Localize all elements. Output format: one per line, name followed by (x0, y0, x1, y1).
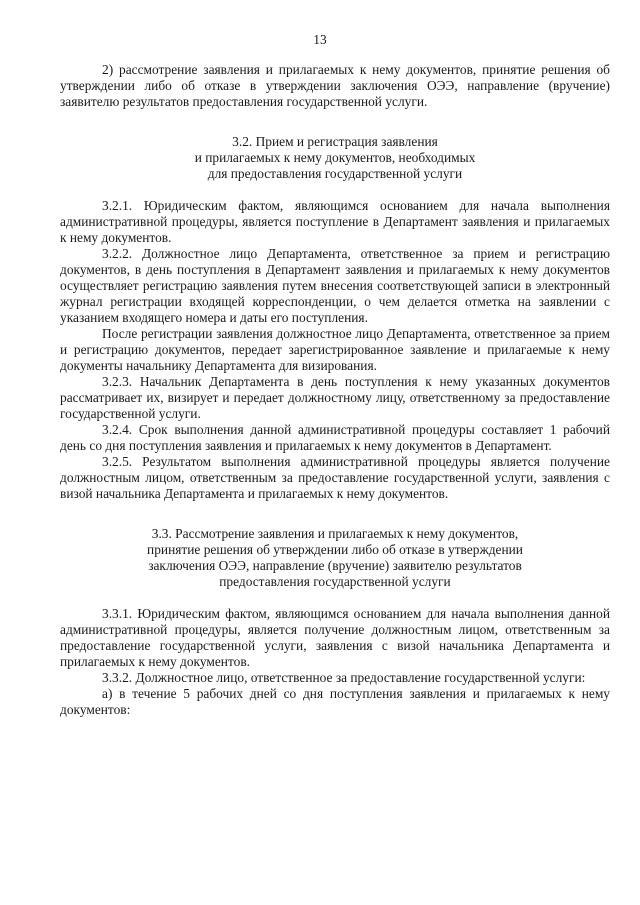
section-3-3-body (60, 606, 610, 718)
paragraph-3-3-2: 3.3.2. Должностное лицо, ответственное за предоставление государственной услуги: (102, 670, 586, 685)
heading-line: заключения ОЭЭ, направление (вручение) заявителю результатов (148, 558, 522, 573)
heading-line: для предоставления государственной услуги (207, 166, 463, 181)
paragraph-3-3-2-a: а) в течение 5 рабочих дней со дня поступления заявления и прилагаемых к нему документов: (60, 686, 610, 717)
paragraph-3-2-4: 3.2.4. Срок выполнения данной административной процедуры составляет 1 рабочий день со дня поступления заявления и прилагаемых к нему документов в Департамент. (60, 422, 610, 453)
paragraph-3-2-2-cont: После регистрации заявления должностное лицо Департамента, ответственное за прием и регистрацию документов, передает зарегистрированное заявление и прилагаемые к нему документы начальнику Департамента для визирования. (60, 326, 610, 373)
section-3-2-heading (60, 134, 610, 182)
section-3-3-heading (60, 526, 610, 590)
page-number: 13 (313, 32, 327, 47)
paragraph-3-2-2: 3.2.2. Должностное лицо Департамента, ответственное за прием и регистрацию документов, в день поступления в Департамент заявления и прилагаемых к нему документов осуществляет регистрацию заявления путем внесения соответствующей записи в электронный журнал регистрации входящей корреспонденции, о чем делается отметка на заявлении с указанием входящего номера и даты его поступления. (60, 246, 610, 325)
heading-line: принятие решения об утверждении либо об отказе в утверждении (147, 542, 523, 557)
section-3-2-body (60, 198, 610, 502)
document-body (60, 62, 610, 718)
paragraph-3-2-3: 3.2.3. Начальник Департамента в день поступления к нему указанных документов рассматривает их, визирует и передает должностному лицу, ответственному за предоставление государственной услуги. (60, 374, 610, 421)
heading-line: 3.2. Прием и регистрация заявления (232, 134, 438, 149)
paragraph-3-2-1: 3.2.1. Юридическим фактом, являющимся основанием для начала выполнения административной процедуры, является поступление в Департамент заявления и прилагаемых к нему документов. (60, 198, 610, 245)
intro-list-item: 2) рассмотрение заявления и прилагаемых к нему документов, принятие решения об утверждении либо об отказе в утверждении заключения ОЭЭ, направление (вручение) заявителю результатов предоставления государственной услуги. (60, 62, 610, 109)
heading-line: 3.3. Рассмотрение заявления и прилагаемых к нему документов, (151, 526, 519, 541)
heading-line: предоставления государственной услуги (219, 574, 451, 589)
paragraph-3-3-1: 3.3.1. Юридическим фактом, являющимся основанием для начала выполнения данной административной процедуры, является получение должностным лицом, ответственным за предоставление государственной услуги, заявления с визой начальника Департамента и прилагаемых к нему документов. (60, 606, 610, 669)
paragraph-3-2-5: 3.2.5. Результатом выполнения административной процедуры является получение должностным лицом, ответственным за предоставление государственной услуги, заявления с визой начальника Департамента и прилагаемых к нему документов. (60, 454, 610, 501)
heading-line: и прилагаемых к нему документов, необходимых (194, 150, 476, 165)
